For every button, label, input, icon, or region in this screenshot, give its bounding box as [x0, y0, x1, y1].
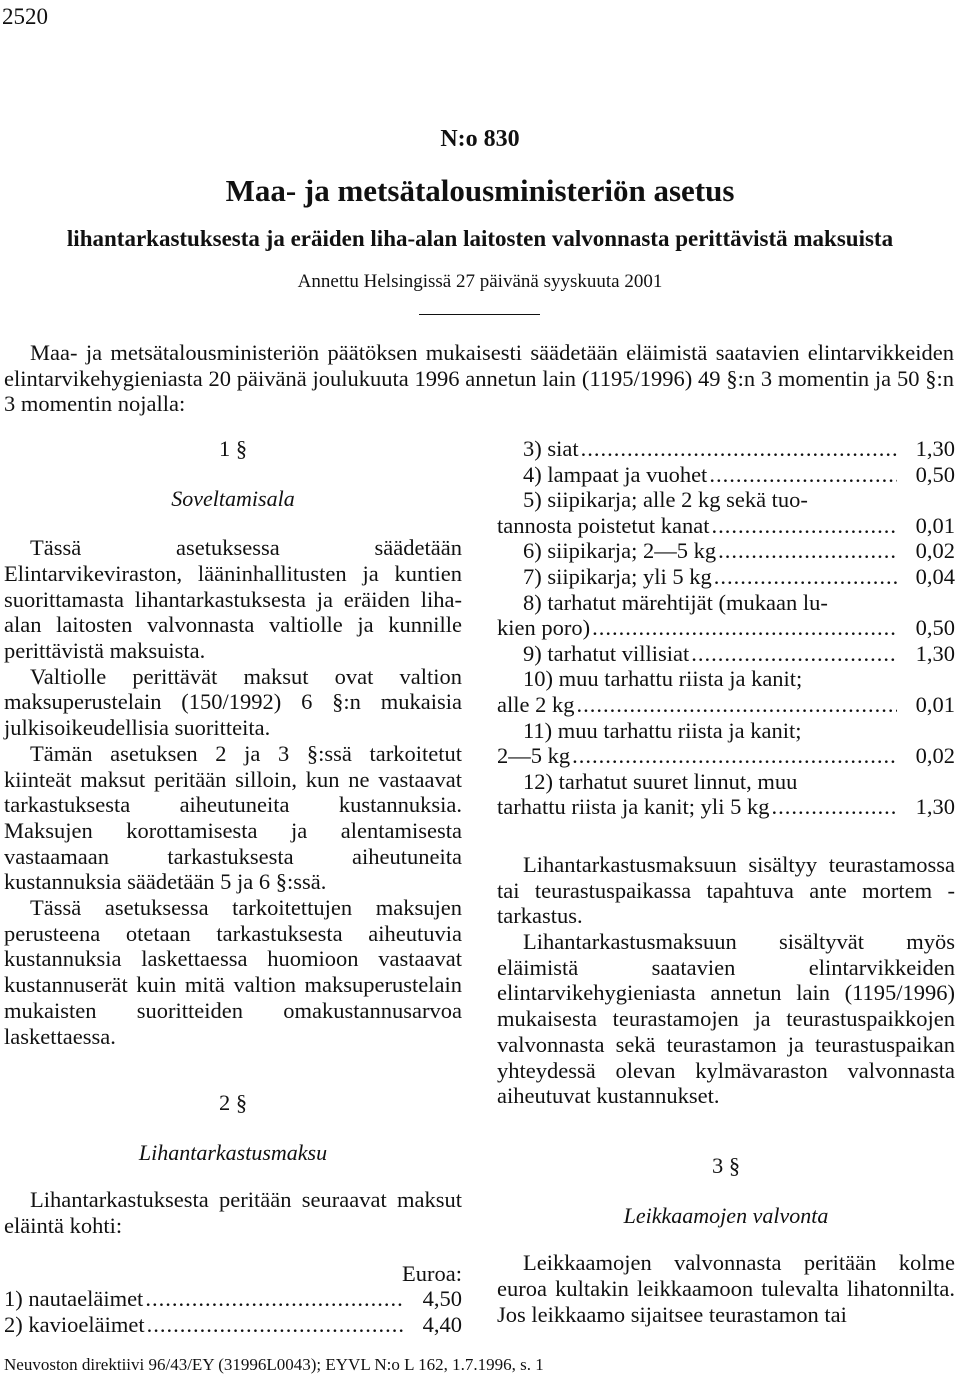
fee-value: 0,01 [915, 691, 955, 717]
right-column [497, 436, 955, 1327]
fee-label-line: 5) siipikarja; alle 2 kg sekä tuo- [523, 487, 808, 513]
fee-label-line: 12) tarhatut suuret linnut, muu [523, 768, 798, 794]
fee-label-line: 10) muu tarhattu riista ja kanit; [523, 666, 803, 692]
fee-row [497, 692, 955, 718]
fee-value: 4,50 [422, 1286, 462, 1312]
fee-value: 0,02 [915, 743, 955, 769]
leader-dots [709, 513, 897, 539]
leader-dots [689, 641, 897, 667]
leader-dots [579, 436, 897, 462]
fee-label: 1) nautaeläimet [4, 1286, 144, 1312]
fee-value: 0,04 [915, 563, 955, 589]
section-1-title: Soveltamisala [171, 485, 295, 511]
section-1-paragraph: Tässä asetuksessa säädetään Elintarvikeviraston, lääninhallitusten ja kuntien suorittamasta lihantarkastuksesta ja eräiden liha-alan laitosten valvonnasta valtiolle ja kunnille perittävistä maksuista. [4, 535, 462, 663]
leader-dots [716, 538, 897, 564]
section-2-paragraph: Lihantarkastusmaksuun sisältyvät myös eläimistä saatavien elintarvikkeiden elintarvikehygieniasta annetun lain (1195/1996) mukaisesta teurastamojen ja teurastuspaikkojen valvonnasta sekä teurastamon ja teurastuspaikan yhteydessä olevan kylmävaraston valvonnasta aiheutuvat kustannukset. [497, 929, 955, 1109]
leader-dots [145, 1312, 404, 1338]
statute-title: Maa- ja metsätalousministeriön asetus [225, 173, 735, 208]
section-1-paragraph: Tässä asetuksessa tarkoitettujen maksujen perusteena otetaan tarkastuksesta aiheutuvia kustannuksia laskettaessa huomioon vastaavat kustannuserät kuin mitä valtion maksuperustelain mukaisten suoritteiden omakustannusarvoa laskettaessa. [4, 895, 462, 1049]
fee-label: 3) siat [523, 436, 579, 461]
left-column [4, 436, 462, 1338]
fee-row [497, 641, 955, 667]
section-1-number: 1 § [218, 436, 248, 461]
leader-dots [707, 462, 897, 488]
fee-label: 2—5 kg [497, 743, 571, 769]
fee-row [497, 615, 955, 641]
fee-value: 0,50 [915, 461, 955, 487]
preamble [4, 340, 954, 417]
section-2-number: 2 § [218, 1090, 248, 1116]
fee-label: 9) tarhatut villisiat [523, 640, 690, 666]
fee-row [497, 436, 955, 462]
fee-value: 0,01 [915, 512, 955, 538]
footnote: Neuvoston direktiivi 96/43/EY (31996L0043); EYVL N:o L 162, 1.7.1996, s. 1 [4, 1355, 544, 1374]
statute-subtitle: lihantarkastuksesta ja eräiden liha-alan laitosten valvonnasta perittävistä maksuista [66, 226, 894, 251]
fee-row [497, 513, 955, 539]
fee-label-line: 11) muu tarhattu riista ja kanit; [523, 717, 802, 743]
fee-label: 4) lampaat ja vuohet [523, 461, 708, 487]
fee-row [497, 564, 955, 590]
fee-row [4, 1286, 462, 1312]
fee-value: 0,50 [915, 615, 955, 641]
section-3-title: Leikkaamojen valvonta [623, 1202, 829, 1228]
given-date: Annettu Helsingissä 27 päivänä syyskuuta 2001 [297, 271, 663, 292]
fee-row [497, 538, 955, 564]
fee-value: 4,40 [422, 1312, 462, 1338]
section-2-title: Lihantarkastusmaksu [138, 1139, 328, 1165]
fee-label-line: 8) tarhatut märehtijät (mukaan lu- [523, 589, 828, 615]
fee-value: 1,30 [915, 794, 955, 820]
fee-row [497, 462, 955, 488]
fee-value: 1,30 [915, 640, 955, 666]
currency-header: Euroa: [402, 1260, 462, 1286]
section-2-paragraph: Lihantarkastusmaksuun sisältyy teurastamossa tai teurastuspaikassa tapahtuva ante mortem -tarkastus. [497, 851, 955, 929]
fee-value: 1,30 [915, 436, 955, 461]
fee-label: kien poro) [497, 615, 591, 641]
leader-dots [143, 1286, 404, 1312]
section-2-intro: Lihantarkastuksesta peritään seuraavat maksut eläintä kohti: [4, 1187, 462, 1239]
fee-row [4, 1312, 462, 1338]
fee-label: 2) kavioeläimet [4, 1312, 145, 1338]
statute-number: N:o 830 [440, 126, 520, 152]
preamble-text: Maa- ja metsätalousministeriön päätöksen mukaisesti säädetään eläimistä saatavien elintarvikkeiden elintarvikehygieniasta 20 päivänä joulukuuta 1996 annetun lain (1195/1996) 49 §:n 3 momentin ja 50 §:n 3 momentin nojalla: [4, 340, 954, 417]
fee-label: tannosta poistetut kanat [497, 512, 710, 538]
fee-label: 7) siipikarja; yli 5 kg [523, 563, 712, 589]
fee-row [497, 743, 955, 769]
leader-dots [574, 692, 897, 718]
fee-label: 6) siipikarja; 2—5 kg [523, 538, 717, 564]
fee-label: alle 2 kg [497, 691, 575, 717]
fee-label: tarhattu riista ja kanit; yli 5 kg [497, 794, 770, 820]
section-1-paragraph: Valtiolle perittävät maksut ovat valtion maksuperustelain (150/1992) 6 §:n mukaisia julkisoikeudellisia suoritteita. [4, 663, 462, 741]
section-1-paragraph: Tämän asetuksen 2 ja 3 §:ssä tarkoitetut kiinteät maksut peritään silloin, kun ne vastaavat tarkastuksesta aiheutuneita kustannuksia. Maksujen korottamisesta ja alentamisesta vastaamaan tarkastuksesta aiheutuneita kustannuksia säädetään 5 ja 6 §:ssä. [4, 740, 462, 895]
leader-dots [590, 615, 897, 641]
section-3-number: 3 § [711, 1152, 741, 1178]
section-3-paragraph: Leikkaamojen valvonnasta peritään kolme euroa kultakin leikkaamoon tulevalta lihatonnilta. Jos leikkaamo sijaitsee teurastamon tai [497, 1250, 955, 1327]
leader-dots [570, 743, 897, 769]
leader-dots [712, 564, 897, 590]
fee-value: 0,02 [915, 538, 955, 564]
separator-rule [419, 314, 540, 315]
leader-dots [769, 794, 897, 820]
fee-row [497, 794, 955, 820]
page-number: 2520 [2, 4, 48, 29]
